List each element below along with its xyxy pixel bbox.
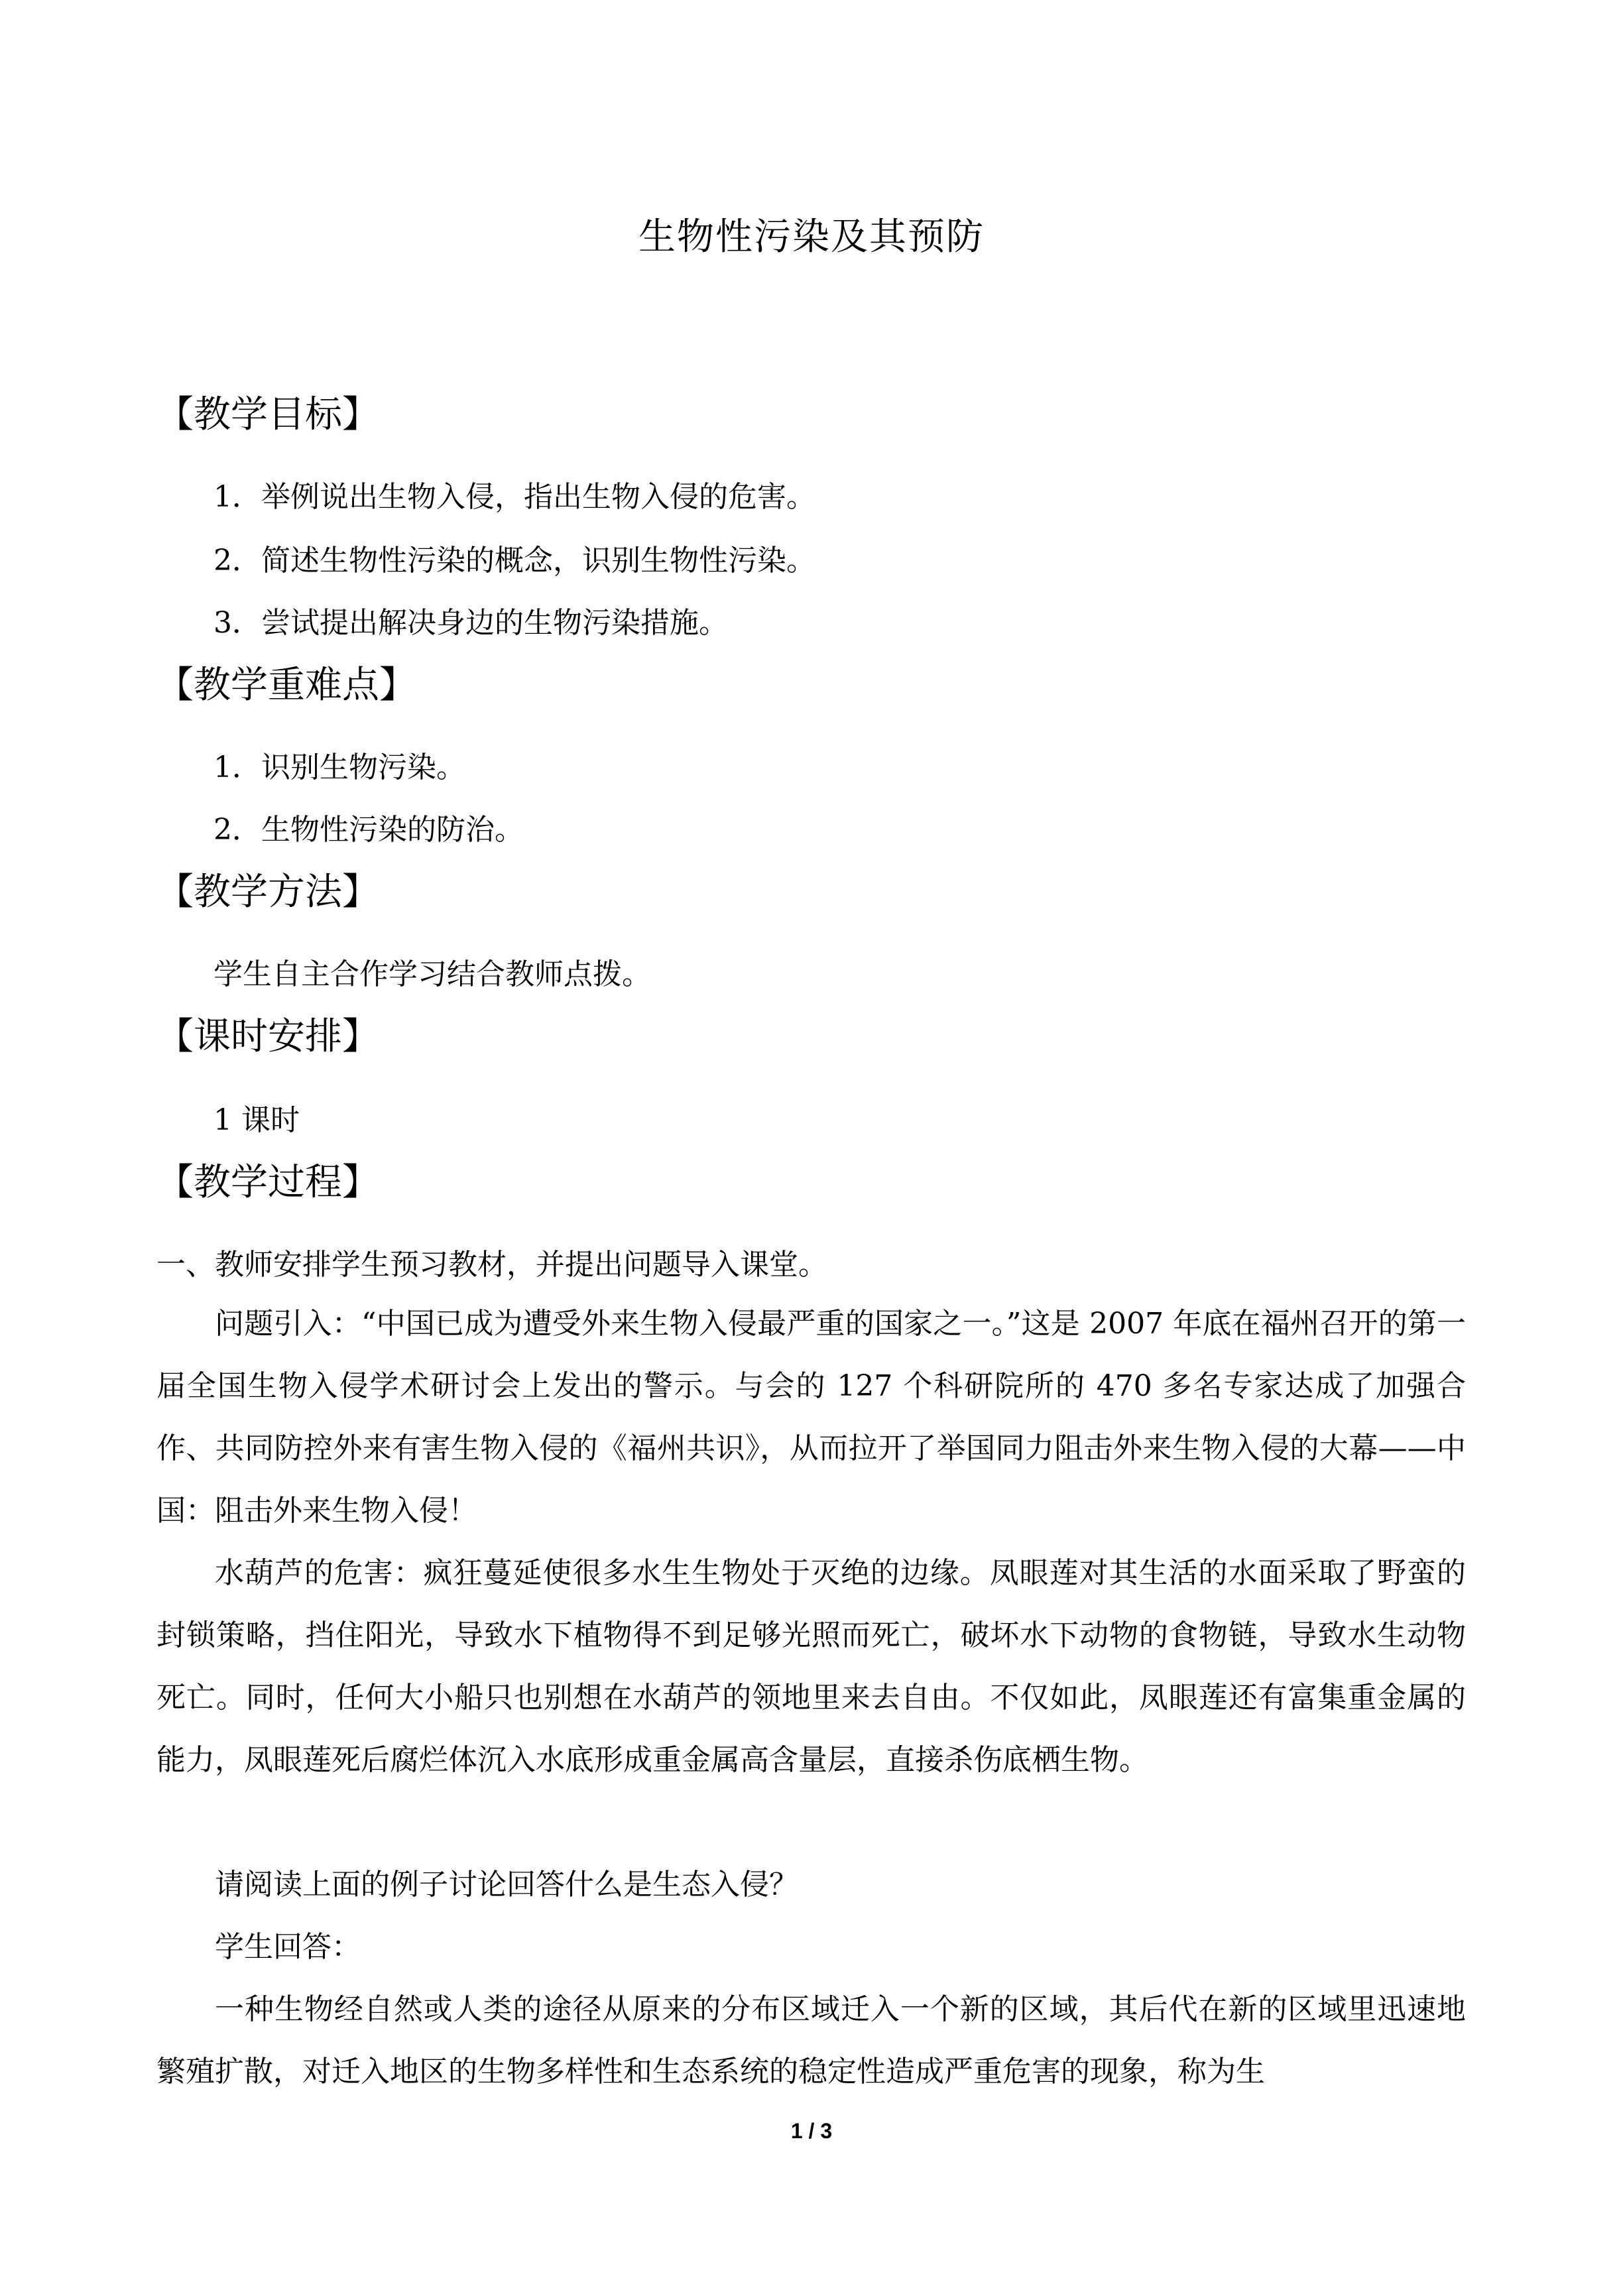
heading-key-points: 【教学重难点】 xyxy=(156,664,416,707)
heading-objectives: 【教学目标】 xyxy=(156,393,379,436)
heading-schedule: 【课时安排】 xyxy=(156,1015,379,1058)
paragraph-intro: 问题引入：“中国已成为遭受外来生物入侵最严重的国家之一。”这是 2007 年底在福州召开的第一届全国生物入侵学术研讨会上发出的警示。与会的 127 个科研院所的 470 多名专家达成了加强合作、共同防控外来有害生物入侵的《福州共识》，从而拉开了举国同力阻击外来生物入侵的大幕——中国：阻击外来生物入侵！ xyxy=(156,1307,1466,1528)
key-point-item-2: 2．生物性污染的防治。 xyxy=(213,813,524,847)
page-title: 生物性污染及其预防 xyxy=(638,215,985,259)
paragraph-answer-label: 学生回答： xyxy=(215,1930,361,1964)
paragraph-hyacinth: 水葫芦的危害：疯狂蔓延使很多水生生物处于灭绝的边缘。凤眼莲对其生活的水面采取了野蛮的封锁策略，挡住阳光，导致水下植物得不到足够光照而死亡，破坏水下动物的食物链，导致水生动物死亡。同时，任何大小船只也别想在水葫芦的领地里来去自由。不仅如此，凤眼莲还有富集重金属的能力，凤眼莲死后腐烂体沉入水底形成重金属高含量层，直接杀伤底栖生物。 xyxy=(156,1556,1466,1777)
method-text: 学生自主合作学习结合教师点拨。 xyxy=(213,957,651,991)
objective-item-1: 1．举例说出生物入侵，指出生物入侵的危害。 xyxy=(213,480,815,514)
heading-method: 【教学方法】 xyxy=(156,871,379,914)
objective-item-2: 2．简述生物性污染的概念，识别生物性污染。 xyxy=(213,544,815,577)
page-number: 1 / 3 xyxy=(790,2119,833,2143)
paragraph-answer: 一种生物经自然或人类的途径从原来的分布区域迁入一个新的区域，其后代在新的区域里迅速地繁殖扩散，对迁入地区的生物多样性和生态系统的稳定性造成严重危害的现象，称为生 xyxy=(156,1992,1466,2088)
heading-process: 【教学过程】 xyxy=(156,1161,379,1204)
schedule-text: 1 课时 xyxy=(213,1103,300,1137)
objective-item-3: 3．尝试提出解决身边的生物污染措施。 xyxy=(213,606,728,640)
paragraph-question: 请阅读上面的例子讨论回答什么是生态入侵？ xyxy=(215,1868,798,1902)
key-point-item-1: 1．识别生物污染。 xyxy=(213,751,465,784)
process-step-1: 一、教师安排学生预习教材，并提出问题导入课堂。 xyxy=(156,1248,827,1282)
